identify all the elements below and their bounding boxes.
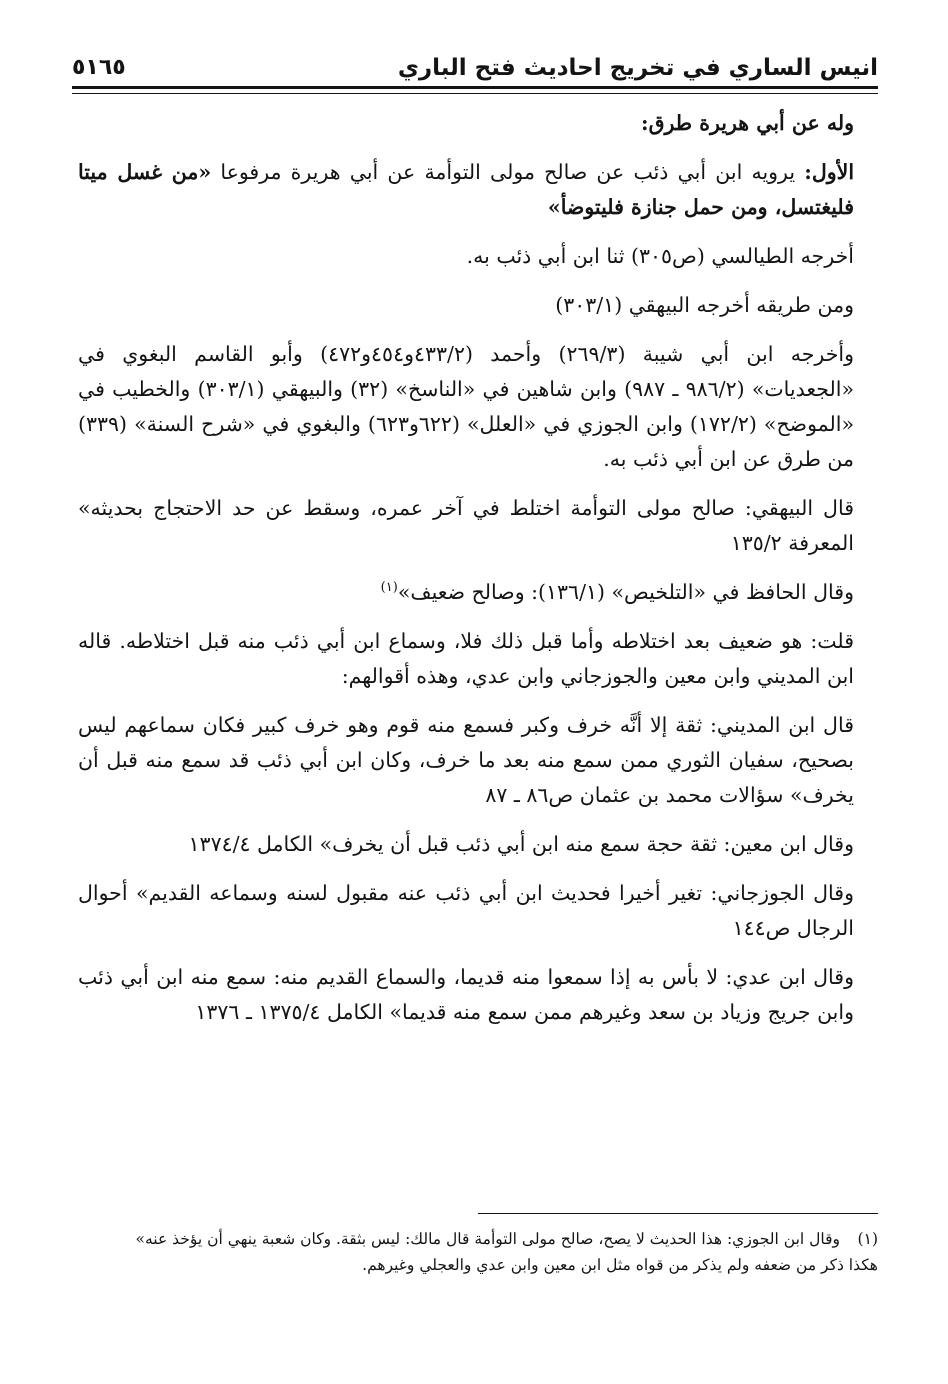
hadith-text: «من غسل ميتا فليغتسل، ومن حمل جنازة فليتوضأ» xyxy=(78,160,854,219)
footnotes xyxy=(78,1226,878,1278)
page-header xyxy=(72,40,878,84)
paragraph-qultu: قلت: هو ضعيف بعد اختلاطه وأما قبل ذلك فلا، وسماع ابن أبي ذئب منه قبل اختلاطه. قاله ابن المديني وابن معين والجوزجاني وابن عدي، وهذه أقوالهم: xyxy=(78,629,854,688)
first-label: الأول: xyxy=(804,160,855,184)
running-title: انيس الساري في تخريج احاديث فتح الباري xyxy=(397,55,878,81)
hafiz-said-text: وقال الحافظ في «التلخيص» (١٣٦/١): وصالح ضعيف» xyxy=(397,580,854,604)
first-route-text: يرويه ابن أبي ذئب عن صالح مولى التوأمة عن أبي هريرة مرفوعا xyxy=(211,160,805,184)
paragraph-bayhaqi-said: قال البيهقي: صالح مولى التوأمة اختلط في آخر عمره، وسقط عن حد الاحتجاج بحديثه» المعرفة ١٣٥/٢ xyxy=(78,496,854,555)
main-text xyxy=(78,106,878,1044)
paragraph-jawzajani: وقال الجوزجاني: تغير أخيرا فحديث ابن أبي ذئب عنه مقبول لسنه وسماعه القديم» أحوال الرجال ص١٤٤ xyxy=(78,881,854,940)
header-rule-thick xyxy=(72,86,878,89)
footnote-1 xyxy=(78,1226,878,1252)
paragraph-ibn-madini: قال ابن المديني: ثقة إلا أنَّه خرف وكبر فسمع منه قوم وهو خرف كبير فكان سماعهم ليس بصحيح، سفيان الثوري ممن سمع منه بعد ما خرف، وكان ابن أبي ذئب قد سمع منه قبل أن يخرف» سؤالات محمد بن عثمان ص٨٦ ـ ٨٧ xyxy=(78,713,854,807)
footnote-reference: (١) xyxy=(380,580,398,596)
footnote-1-text: وقال ابن الجوزي: هذا الحديث لا يصح، صالح مولى التوأمة قال مالك: ليس بثقة. وكان شعبة ينهي أن يؤخذ عنه» xyxy=(135,1230,840,1248)
page-number: ٥١٦٥ xyxy=(72,55,126,80)
paragraph-bayhaqi-route: ومن طريقه أخرجه البيهقي (٣٠٣/١) xyxy=(555,293,854,317)
footnote-1-continuation: هكذا ذكر من ضعفه ولم يذكر من قواه مثل ابن معين وابن عدي والعجلي وغيرهم. xyxy=(362,1256,878,1274)
paragraph-ibn-adi: وقال ابن عدي: لا بأس به إذا سمعوا منه قديما، والسماع القديم منه: سمع منه ابن أبي ذئب وابن جريج وزياد بن سعد وغيرهم ممن سمع منه قديما» الكامل ١٣٧٥/٤ ـ ١٣٧٦ xyxy=(78,965,854,1024)
paragraph-hafiz-said xyxy=(78,575,878,610)
footnote-mark: (١) xyxy=(857,1230,878,1248)
paragraph-ibn-main: وقال ابن معين: ثقة حجة سمع منه ابن أبي ذئب قبل أن يخرف» الكامل ١٣٧٤/٤ xyxy=(188,832,854,856)
paragraph-first-route xyxy=(78,155,878,225)
paragraph-other-sources: وأخرجه ابن أبي شيبة (٢٦٩/٣) وأحمد (٤٣٣/٢و٤٥٤و٤٧٢) وأبو القاسم البغوي في «الجعديات» (٩٨٦/٢ ـ ٩٨٧) وابن شاهين في «الناسخ» (٣٢) والبيهقي (٣٠٣/١) والخطيب في «الموضح» (١٧٢/٢) وابن الجوزي في «العلل» (٦٢٢و٦٢٣) والبغوي في «شرح السنة» (٣٣٩) من طرق عن ابن أبي ذئب به. xyxy=(78,342,855,471)
footnote-separator xyxy=(478,1213,878,1214)
header-rule-thin xyxy=(72,93,878,94)
paragraph-tayalisi: أخرجه الطيالسي (ص٣٠٥) ثنا ابن أبي ذئب به. xyxy=(466,244,854,268)
paragraph-intro: وله عن أبي هريرة طرق: xyxy=(641,111,854,135)
